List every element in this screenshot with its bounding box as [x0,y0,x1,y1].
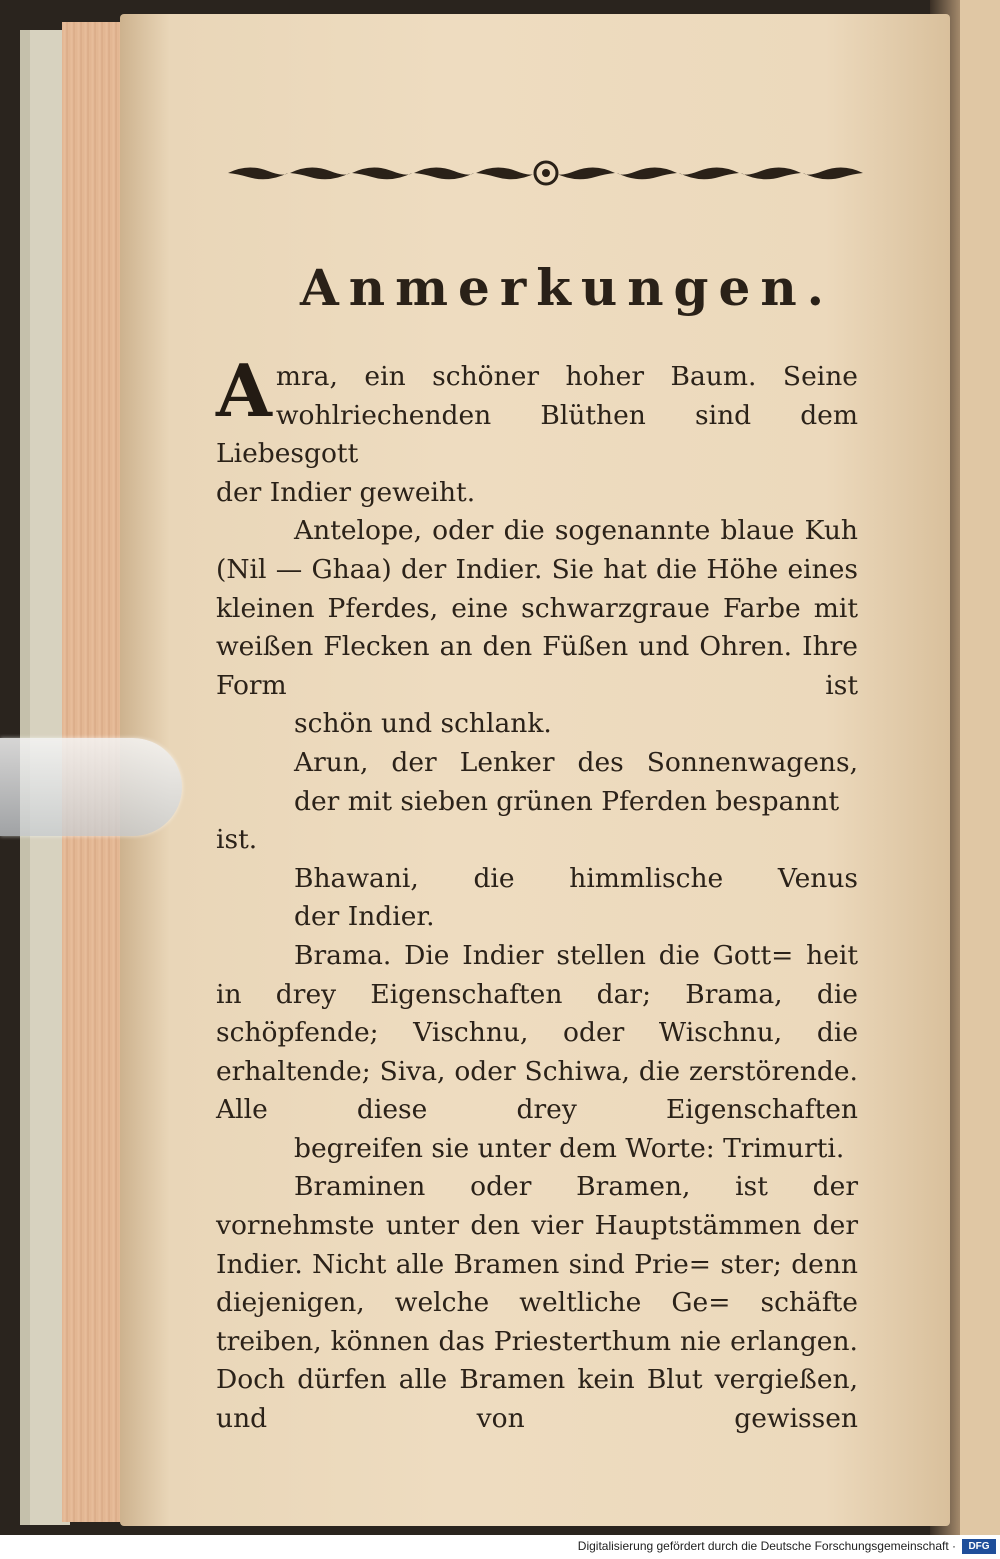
text-line: wohlriechenden Blüthen sind dem Liebesgott [216,399,858,470]
ornament-leaf [352,167,412,179]
ornament-leaf [741,167,801,179]
text-line: schön und schlank. [294,708,552,740]
text-line: Arun, der Lenker des Sonnenwagens, [294,746,858,778]
text-line: vornehmste unter den vier Hauptstämmen [216,1210,802,1242]
paragraph-braminen [216,1168,858,1438]
text-line: schäfte treiben, können das Priesterthum [216,1287,858,1357]
text-line: schwarzgraue Farbe mit weißen Flecken an [216,592,858,663]
text-line: die schöpfende; Vischnu, oder Wischnu, [216,978,858,1049]
text-line: begreifen sie unter dem Worte: Trimurti. [294,1132,845,1164]
ornament-leaf [290,167,350,179]
text-line: ster; denn diejenigen, welche weltliche Ge= [216,1248,858,1319]
dfg-logo: DFG [962,1539,996,1554]
funding-notice: Digitalisierung gefördert durch die Deutsche Forschungsgemeinschaft · [577,1539,956,1553]
text-line: nie erlangen. Doch dürfen alle Bramen [216,1325,858,1396]
ornamental-rule [228,160,863,186]
text-line: der Indier. [294,901,435,933]
ornament-leaf [803,167,863,179]
ornament-leaf [414,167,474,179]
paragraph-brama [216,937,858,1169]
paragraph-arun [216,744,858,860]
text-line: heit in drey Eigenschaften dar; Brama, [216,939,858,1010]
ornament-leaf [555,167,615,179]
glass-page-holder [0,738,182,836]
text-line: der Indier geweiht. [216,476,476,508]
chapter-heading: Anmerkungen. [300,258,835,317]
paragraph-bhawani [216,860,858,937]
text-line: der Indier. Nicht alle Bramen sind Prie= [216,1210,858,1280]
ornament-leaf [476,167,536,179]
drop-cap: A [216,348,272,433]
text-line: die Höhe eines kleinen Pferdes, eine [216,553,858,624]
text-line: Braminen oder Bramen, ist der [294,1171,858,1203]
text-line: mra, ein schöner hoher Baum. Seine [275,361,858,392]
paragraph-amra [216,348,858,512]
ornament-leaf [617,167,677,179]
text-line: Bhawani, die himmlische Venus [294,862,858,894]
body-text [216,348,858,1439]
text-line: Antelope, oder die sogenannte blaue [294,515,795,547]
ornament-rosette-center [542,169,550,177]
text-line: die erhaltende; Siva, oder Schiwa, die [216,1017,858,1087]
paragraph-antelope [216,512,858,744]
text-line: kein Blut vergießen, und von gewissen [216,1364,858,1435]
digitization-footer [0,1535,1000,1559]
text-line: zerstörende. Alle diese drey Eigenschaften [216,1055,858,1126]
ornament-leaf [679,167,739,179]
text-line: Brama. Die Indier stellen die Gott= [294,939,794,971]
text-line: Kuh (Nil — Ghaa) der Indier. Sie hat [216,515,858,585]
text-line: der mit sieben grünen Pferden bespannt ist. [216,785,840,856]
ornament-leaf [228,167,288,179]
text-line: den Füßen und Ohren. Ihre Form ist [216,631,858,701]
